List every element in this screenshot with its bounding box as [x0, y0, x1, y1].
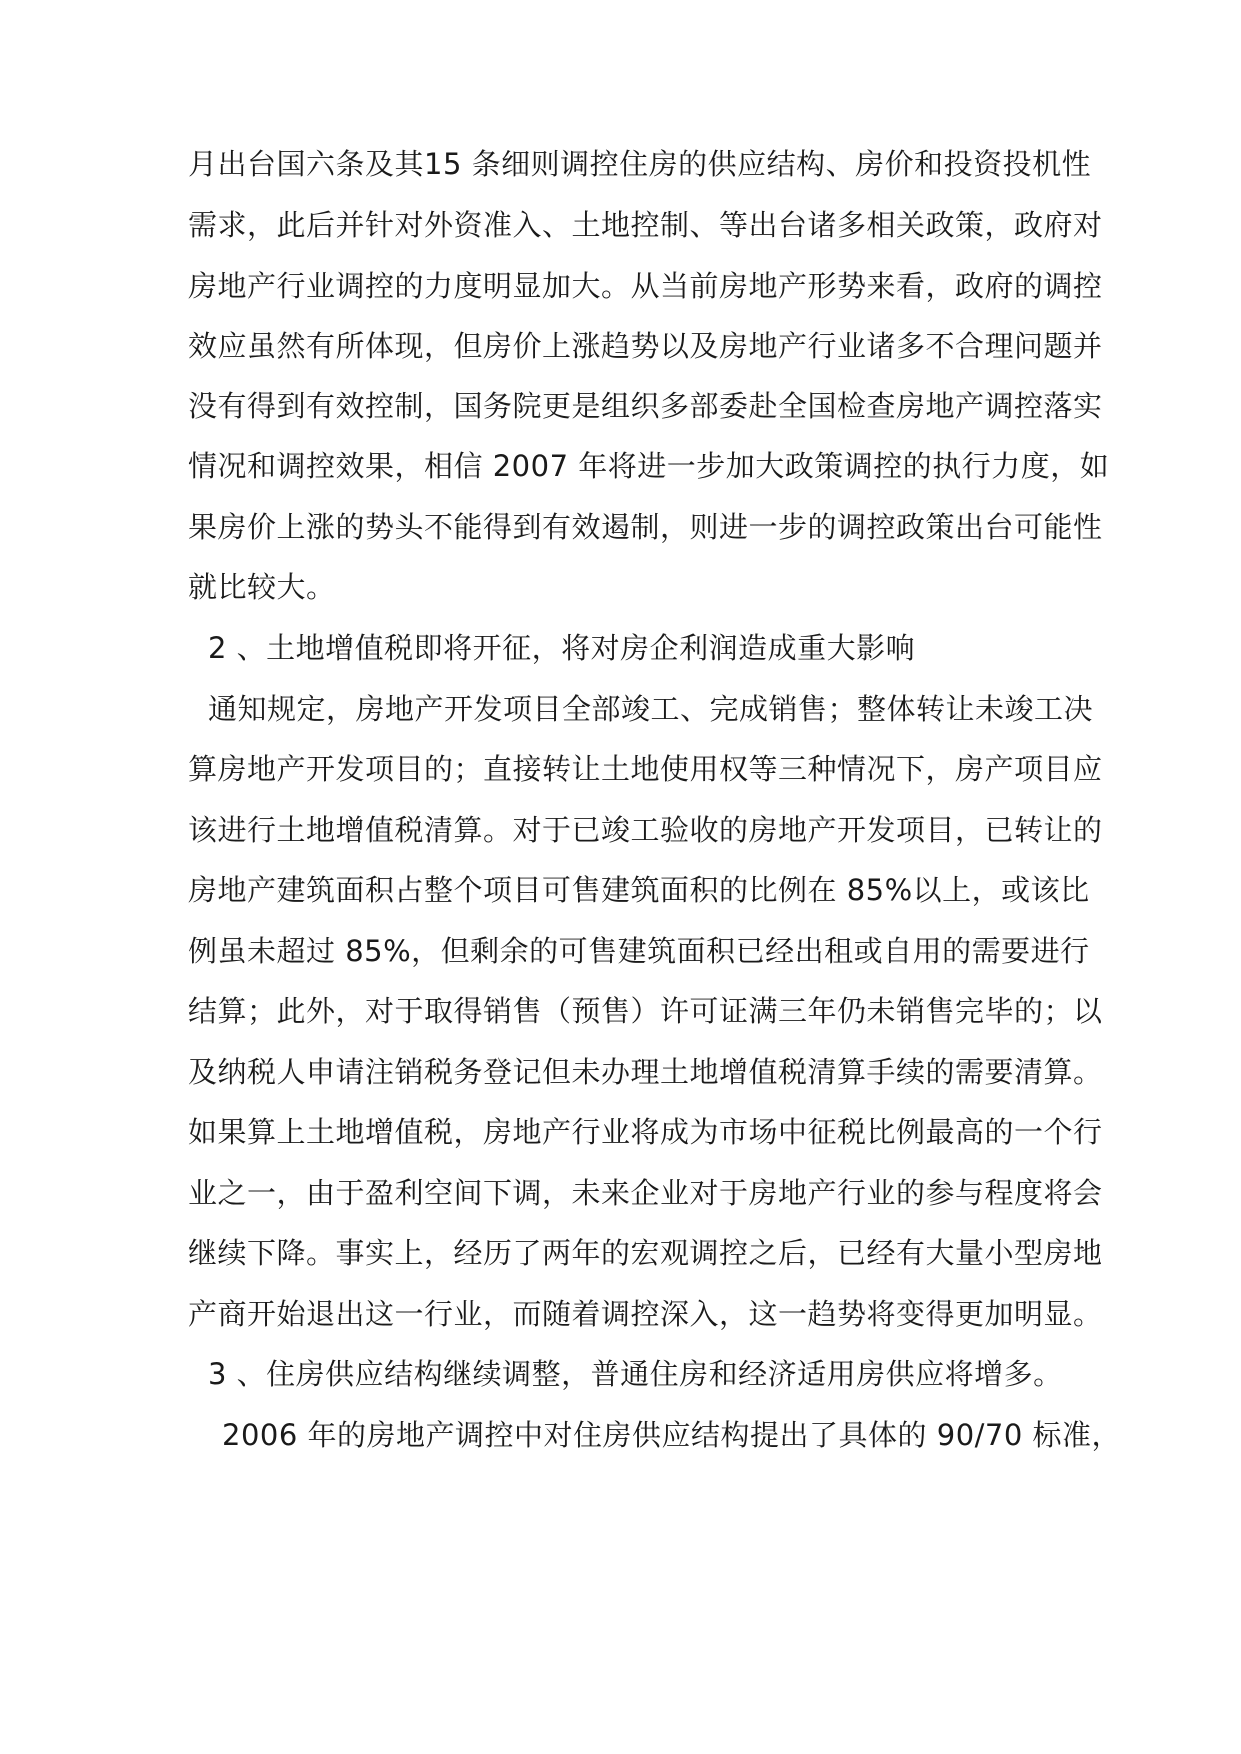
text-line: 产商开始退出这一行业，而随着调控深入，这一趋势将变得更加明显。 [188, 1297, 1103, 1331]
text-line: 2006 年的房地产调控中对住房供应结构提出了具体的 90/70 标准， [222, 1418, 1122, 1452]
text-line: 就比较大。 [188, 570, 336, 604]
text-line: 结算；此外，对于取得销售（预售）许可证满三年仍未销售完毕的；以 [188, 994, 1103, 1028]
text-line: 通知规定，房地产开发项目全部竣工、完成销售；整体转让未竣工决 [208, 692, 1094, 726]
text-line: 效应虽然有所体现，但房价上涨趋势以及房地产行业诸多不合理问题并 [188, 329, 1103, 363]
text-line: 该进行土地增值税清算。对于已竣工验收的房地产开发项目，已转让的 [188, 813, 1103, 847]
section-heading: 3 、住房供应结构继续调整，普通住房和经济适用房供应将增多。 [208, 1357, 1063, 1391]
text-line: 没有得到有效控制，国务院更是组织多部委赴全国检查房地产调控落实 [188, 389, 1103, 423]
text-line: 房地产行业调控的力度明显加大。从当前房地产形势来看，政府的调控 [188, 269, 1103, 303]
text-line: 例虽未超过 85%，但剩余的可售建筑面积已经出租或自用的需要进行 [188, 934, 1090, 968]
text-line: 情况和调控效果，相信 2007 年将进一步加大政策调控的执行力度，如 [188, 449, 1110, 483]
text-line: 果房价上涨的势头不能得到有效遏制，则进一步的调控政策出台可能性 [188, 510, 1103, 544]
section-heading: 2 、土地增值税即将开征，将对房企利润造成重大影响 [208, 631, 916, 665]
text-line: 月出台国六条及其15 条细则调控住房的供应结构、房价和投资投机性 [188, 147, 1092, 181]
text-line: 如果算上土地增值税，房地产行业将成为市场中征税比例最高的一个行 [188, 1115, 1103, 1149]
text-line: 及纳税人申请注销税务登记但未办理土地增值税清算手续的需要清算。 [188, 1055, 1103, 1089]
text-line: 需求，此后并针对外资准入、土地控制、等出台诸多相关政策，政府对 [188, 208, 1103, 242]
text-line: 房地产建筑面积占整个项目可售建筑面积的比例在 85%以上，或该比 [188, 873, 1090, 907]
text-line: 业之一，由于盈利空间下调，未来企业对于房地产行业的参与程度将会 [188, 1176, 1103, 1210]
text-line: 继续下降。事实上，经历了两年的宏观调控之后，已经有大量小型房地 [188, 1236, 1103, 1270]
text-line: 算房地产开发项目的；直接转让土地使用权等三种情况下，房产项目应 [188, 752, 1103, 786]
